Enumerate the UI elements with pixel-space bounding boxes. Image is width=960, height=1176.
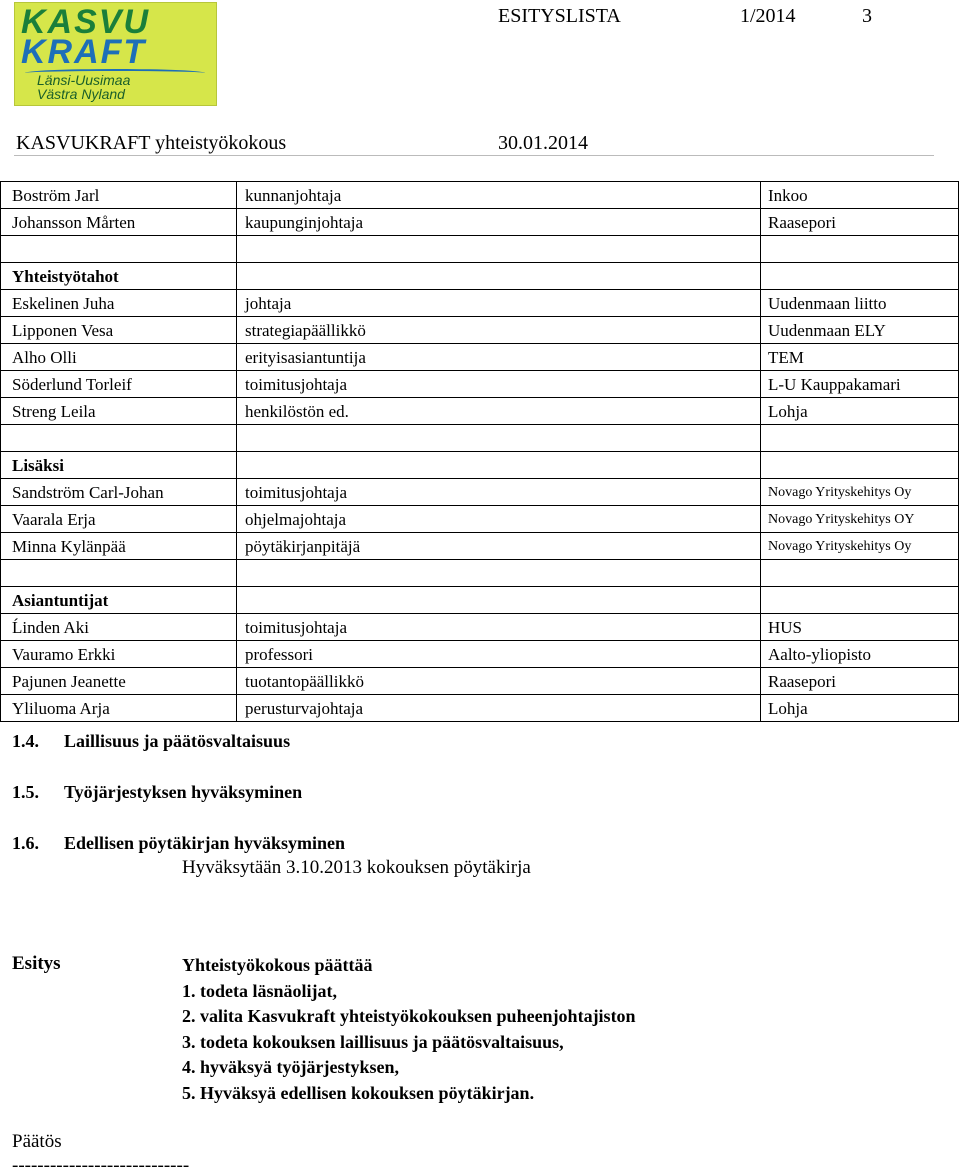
attendee-row	[1, 317, 959, 344]
attendee-org: Lohja	[761, 398, 959, 425]
blank-row	[1, 425, 959, 452]
attendee-title: perusturvajohtaja	[237, 695, 761, 722]
group-heading: Yhteistyötahot	[1, 263, 237, 290]
attendee-org: Lohja	[761, 695, 959, 722]
group-heading: Lisäksi	[1, 452, 237, 479]
logo-region-sv: Västra Nyland	[37, 86, 125, 102]
attendee-org: Uudenmaan liitto	[761, 290, 959, 317]
section-1-6	[12, 832, 345, 854]
empty-cell	[237, 236, 761, 263]
section-title: Edellisen pöytäkirjan hyväksyminen	[64, 833, 346, 853]
empty-cell	[237, 560, 761, 587]
section-title: Laillisuus ja päätösvaltaisuus	[64, 731, 291, 751]
attendee-name: Yliluoma Arja	[1, 695, 237, 722]
section-number: 1.6.	[12, 833, 39, 853]
logo-region-fi: Länsi-Uusimaa	[37, 72, 131, 88]
proposal-label: Esitys	[12, 953, 61, 974]
attendee-title: kaupunginjohtaja	[237, 209, 761, 236]
attendee-org: Inkoo	[761, 182, 959, 209]
empty-cell	[237, 587, 761, 614]
attendee-name: Söderlund Torleif	[1, 371, 237, 398]
attendee-org: L-U Kauppakamari	[761, 371, 959, 398]
attendee-title: tuotantopäällikkö	[237, 668, 761, 695]
attendee-name: Vauramo Erkki	[1, 641, 237, 668]
attendee-title: toimitusjohtaja	[237, 371, 761, 398]
empty-cell	[761, 560, 959, 587]
empty-cell	[1, 425, 237, 452]
attendee-name: Boström Jarl	[1, 182, 237, 209]
attendee-name: Eskelinen Juha	[1, 290, 237, 317]
attendee-name: Lipponen Vesa	[1, 317, 237, 344]
decision-label: Päätös	[12, 1131, 62, 1152]
attendee-name: Pajunen Jeanette	[1, 668, 237, 695]
empty-cell	[237, 425, 761, 452]
doc-type: ESITYSLISTA	[498, 5, 621, 27]
blank-row	[1, 560, 959, 587]
proposal-item: 1. todeta läsnäolijat,	[182, 980, 337, 1001]
attendee-org: HUS	[761, 614, 959, 641]
attendee-row	[1, 641, 959, 668]
proposal-intro: Yhteistyökokous päättää	[182, 955, 373, 975]
attendee-title: henkilöstön ed.	[237, 398, 761, 425]
attendee-name: Alho Olli	[1, 344, 237, 371]
proposal-item: 4. hyväksyä työjärjestyksen,	[182, 1057, 400, 1077]
proposal-item: 5. Hyväksyä edellisen kokouksen pöytäkirjan.	[182, 1082, 535, 1103]
attendee-title: strategiapäällikkö	[237, 317, 761, 344]
attendee-row	[1, 479, 959, 506]
proposal-item: 3. todeta kokouksen laillisuus ja päätösvaltaisuus,	[182, 1031, 564, 1052]
attendee-row	[1, 182, 959, 209]
attendee-org: Raasepori	[761, 209, 959, 236]
section-1-4	[12, 730, 290, 752]
empty-cell	[237, 452, 761, 479]
logo-word-kraft: KRAFT	[21, 33, 147, 71]
attendee-row	[1, 398, 959, 425]
proposal-item: 2. valita Kasvukraft yhteistyökokouksen puheenjohtajiston	[182, 1006, 636, 1026]
logo-word-kasvu: KASVU	[21, 3, 151, 41]
attendee-org: Novago Yrityskehitys OY	[761, 506, 959, 533]
group-heading-row	[1, 452, 959, 479]
attendee-row	[1, 371, 959, 398]
attendee-row	[1, 506, 959, 533]
attendees-table	[0, 181, 959, 722]
empty-cell	[237, 263, 761, 290]
attendee-row	[1, 290, 959, 317]
empty-cell	[761, 236, 959, 263]
doc-number: 1/2014	[740, 5, 796, 27]
attendee-name: Johansson Mårten	[1, 209, 237, 236]
section-number: 1.5.	[12, 782, 39, 802]
meeting-title: KASVUKRAFT yhteistyökokous	[16, 132, 287, 154]
attendee-org: Novago Yrityskehitys Oy	[761, 533, 959, 560]
proposal-list	[182, 953, 636, 1106]
section-1-5	[12, 781, 302, 803]
attendee-name: Vaarala Erja	[1, 506, 237, 533]
attendee-org: Uudenmaan ELY	[761, 317, 959, 344]
attendee-row	[1, 695, 959, 722]
attendee-name: Streng Leila	[1, 398, 237, 425]
decision-line: ----------------------------	[12, 1155, 190, 1176]
meeting-date: 30.01.2014	[498, 132, 588, 154]
attendee-row	[1, 344, 959, 371]
attendee-title: ohjelmajohtaja	[237, 506, 761, 533]
empty-cell	[761, 587, 959, 614]
attendee-row	[1, 614, 959, 641]
group-heading-row	[1, 263, 959, 290]
empty-cell	[1, 560, 237, 587]
attendee-title: toimitusjohtaja	[237, 479, 761, 506]
empty-cell	[761, 263, 959, 290]
group-heading-row	[1, 587, 959, 614]
attendee-title: toimitusjohtaja	[237, 614, 761, 641]
attendee-org: Novago Yrityskehitys Oy	[761, 479, 959, 506]
attendee-title: professori	[237, 641, 761, 668]
attendee-title: kunnanjohtaja	[237, 182, 761, 209]
empty-cell	[1, 236, 237, 263]
header-divider	[14, 155, 934, 156]
page-number: 3	[862, 5, 872, 27]
empty-cell	[761, 452, 959, 479]
attendee-org: Aalto-yliopisto	[761, 641, 959, 668]
attendee-org: TEM	[761, 344, 959, 371]
attendee-name: Ĺinden Aki	[1, 614, 237, 641]
attendee-name: Minna Kylänpää	[1, 533, 237, 560]
blank-row	[1, 236, 959, 263]
attendee-row	[1, 668, 959, 695]
attendee-org: Raasepori	[761, 668, 959, 695]
approval-note: Hyväksytään 3.10.2013 kokouksen pöytäkirja	[182, 857, 531, 878]
attendee-row	[1, 209, 959, 236]
attendee-name: Sandström Carl-Johan	[1, 479, 237, 506]
empty-cell	[761, 425, 959, 452]
attendee-row	[1, 533, 959, 560]
attendee-title: johtaja	[237, 290, 761, 317]
group-heading: Asiantuntijat	[1, 587, 237, 614]
section-number: 1.4.	[12, 731, 39, 751]
kasvukraft-logo	[14, 2, 217, 106]
attendee-title: erityisasiantuntija	[237, 344, 761, 371]
attendee-title: pöytäkirjanpitäjä	[237, 533, 761, 560]
section-title: Työjärjestyksen hyväksyminen	[64, 782, 303, 802]
